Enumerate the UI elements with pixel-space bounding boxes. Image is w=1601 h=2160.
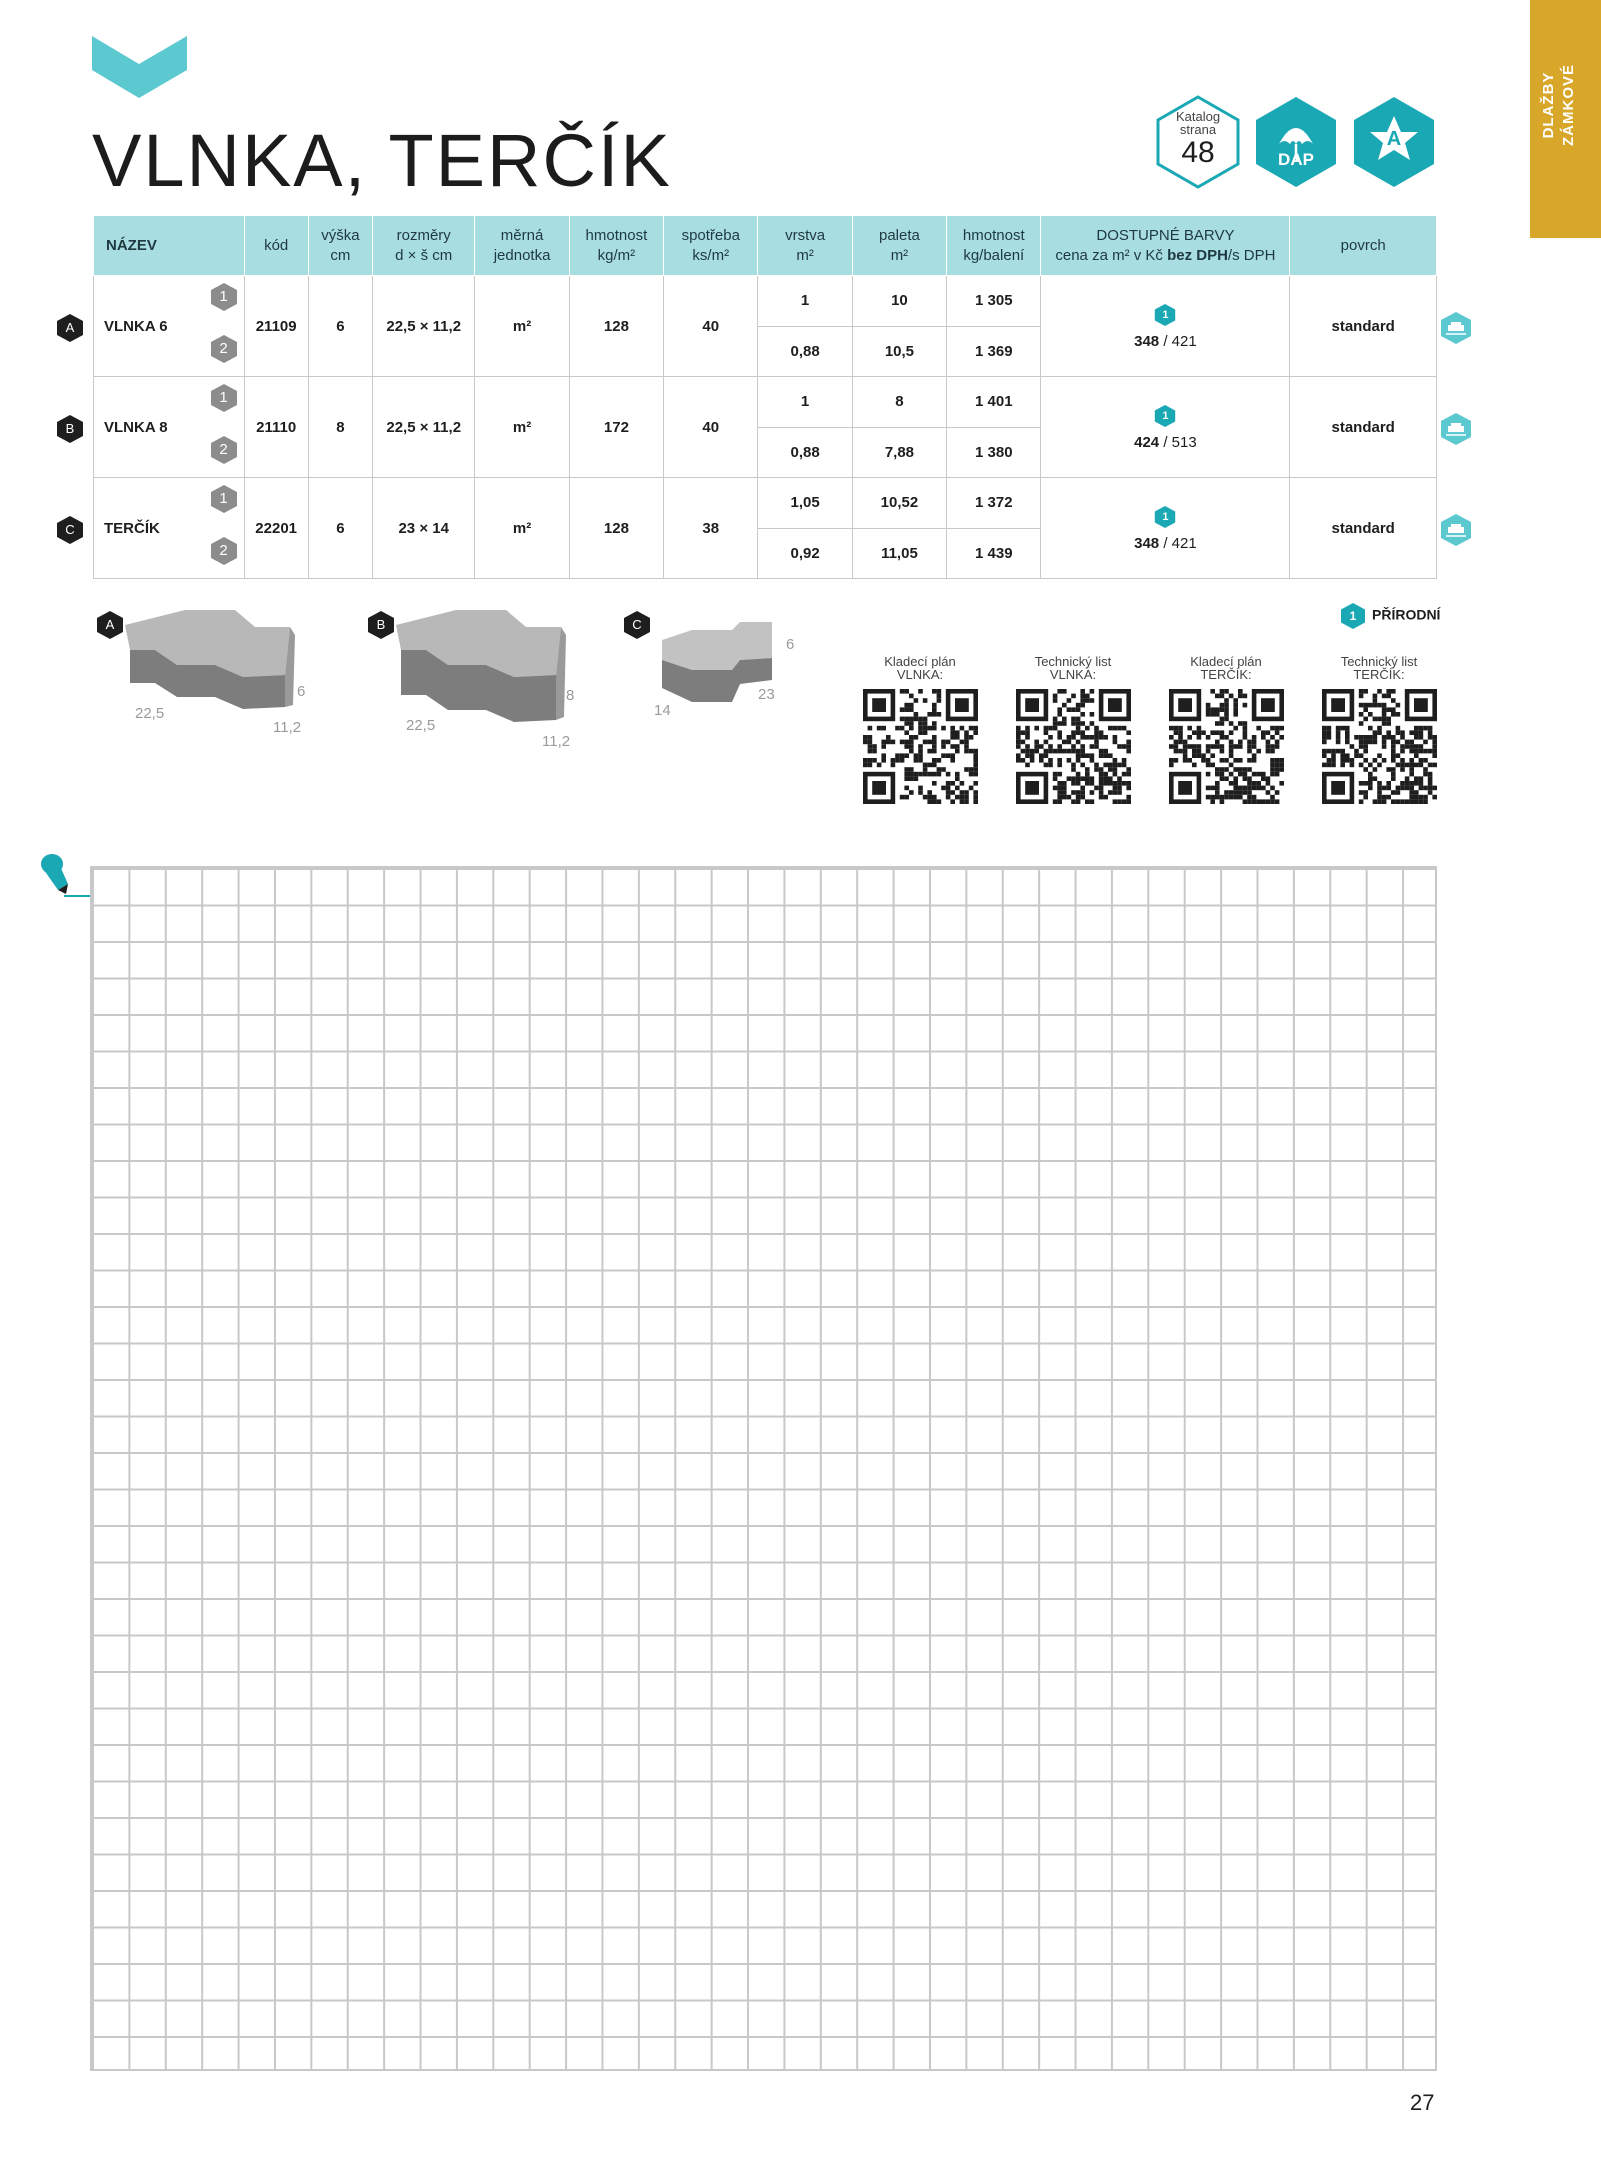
table-header-row <box>94 216 1437 276</box>
product-code: 21110 <box>244 377 308 478</box>
variant-2-hex <box>210 536 238 566</box>
dim-length-a: 22,5 <box>135 705 165 722</box>
class-a-label: A <box>1386 128 1402 150</box>
col-name: NÁZEV <box>94 216 245 276</box>
col-surface: povrch <box>1290 216 1437 276</box>
product-weight: 128 <box>569 276 663 377</box>
price-gross: 421 <box>1171 534 1197 552</box>
qr-code-icon <box>1322 689 1437 804</box>
qr-caption-1: Kladecí plán <box>884 654 956 669</box>
row-marker-b <box>55 414 85 444</box>
product-name-cell <box>94 478 245 579</box>
color-legend <box>1340 602 1440 630</box>
class-a-badge[interactable] <box>1350 94 1438 190</box>
col-consumption <box>664 216 758 276</box>
dap-badge[interactable] <box>1252 94 1340 190</box>
col-colors-sub-b: bez DPH <box>1167 246 1228 264</box>
qr-code-icon <box>863 689 978 804</box>
legend-num: 1 <box>1349 609 1357 623</box>
pallet-1: 8 <box>852 377 946 428</box>
page-number: 27 <box>1410 2090 1435 2115</box>
surface-usage-icon <box>1440 412 1472 446</box>
product-height: 8 <box>308 377 372 478</box>
product-marker-b <box>366 610 396 640</box>
row-marker-label: B <box>65 421 75 436</box>
legend-label: PŘÍRODNÍ <box>1372 606 1441 623</box>
catalog-page-badge[interactable] <box>1154 94 1242 190</box>
product-dims: 23 × 14 <box>373 478 475 579</box>
col-pallet <box>852 216 946 276</box>
product-name-cell <box>94 377 245 478</box>
col-colors-title: DOSTUPNÉ BARVY <box>1096 226 1235 244</box>
product-unit: m² <box>475 478 569 579</box>
col-code: kód <box>244 216 308 276</box>
weight-pack-1: 1 372 <box>947 478 1041 529</box>
variant-1-hex <box>210 383 238 413</box>
product-consumption: 38 <box>664 478 758 579</box>
col-dims-l1: rozměry <box>396 226 451 244</box>
dim-length-b: 22,5 <box>406 717 436 734</box>
row-marker-label: A <box>65 320 75 335</box>
chevron-logo-icon <box>92 36 187 98</box>
variant-2-label: 2 <box>219 542 228 559</box>
product-weight: 172 <box>569 377 663 478</box>
layer-2: 0,92 <box>758 528 852 579</box>
product-marker-b-label: B <box>376 617 386 632</box>
col-weight <box>569 216 663 276</box>
dim-width-c: 23 <box>758 686 775 703</box>
qr-code-block[interactable] <box>1008 655 1138 804</box>
color-hex <box>1154 505 1176 529</box>
pen-icon <box>38 852 94 908</box>
variant-2-label: 2 <box>219 441 228 458</box>
weight-pack-1: 1 401 <box>947 377 1041 428</box>
col-colors-sub-a: cena za m² v Kč <box>1055 246 1168 264</box>
pallet-2: 10,5 <box>852 326 946 377</box>
variant-1-hex <box>210 484 238 514</box>
col-height-l2: cm <box>330 246 351 264</box>
catalog-label-1: Katalog <box>1175 109 1221 124</box>
col-unit <box>475 216 569 276</box>
product-image-vlnka-6 <box>95 605 335 745</box>
catalog-page-number: 48 <box>1181 136 1215 169</box>
price-cell <box>1041 377 1290 478</box>
surface: standard <box>1290 276 1437 377</box>
layer-1: 1 <box>758 276 852 327</box>
qr-caption-1: Technický list <box>1340 654 1418 669</box>
product-code: 21109 <box>244 276 308 377</box>
product-marker-c-label: C <box>632 617 642 632</box>
surface: standard <box>1290 377 1437 478</box>
surface: standard <box>1290 478 1437 579</box>
col-layer-l2: m² <box>796 246 814 264</box>
weight-pack-2: 1 369 <box>947 326 1041 377</box>
product-code: 22201 <box>244 478 308 579</box>
product-unit: m² <box>475 377 569 478</box>
variant-1-label: 1 <box>219 389 228 406</box>
col-weight-pack <box>947 216 1041 276</box>
product-consumption: 40 <box>664 377 758 478</box>
color-num: 1 <box>1162 308 1169 321</box>
col-pallet-l1: paleta <box>879 226 920 244</box>
product-table <box>93 215 1437 579</box>
qr-caption-2: TERČÍK: <box>1353 667 1405 682</box>
table-row <box>94 478 1437 529</box>
price-gross: 421 <box>1171 332 1197 350</box>
layer-1: 1 <box>758 377 852 428</box>
price-net: 424 <box>1134 433 1160 451</box>
product-name: TERČÍK <box>104 519 160 537</box>
col-height-l1: výška <box>321 226 360 244</box>
product-name: VLNKA 6 <box>104 317 168 335</box>
legend-hex <box>1340 602 1366 630</box>
product-height: 6 <box>308 478 372 579</box>
product-marker-a <box>95 610 125 640</box>
table-row <box>94 276 1437 327</box>
price-net: 348 <box>1134 534 1160 552</box>
surface-usage-icon <box>1440 513 1472 547</box>
table-row <box>94 377 1437 428</box>
side-tab-line2: ZÁMKOVÉ <box>1560 64 1577 146</box>
dim-height-b: 8 <box>566 687 575 704</box>
price-net: 348 <box>1134 332 1160 350</box>
catalog-label-2: strana <box>1179 122 1217 137</box>
col-weight-pack-l1: hmotnost <box>962 226 1025 244</box>
variant-2-hex <box>210 334 238 364</box>
qr-code-block[interactable] <box>1161 655 1291 804</box>
col-layer <box>758 216 852 276</box>
weight-pack-2: 1 380 <box>947 427 1041 478</box>
layer-2: 0,88 <box>758 427 852 478</box>
variant-2-hex <box>210 435 238 465</box>
variant-2-label: 2 <box>219 340 228 357</box>
layer-2: 0,88 <box>758 326 852 377</box>
qr-caption-1: Technický list <box>1034 654 1112 669</box>
row-marker-c <box>55 515 85 545</box>
layer-1: 1,05 <box>758 478 852 529</box>
variant-1-label: 1 <box>219 288 228 305</box>
dim-length-c: 14 <box>654 702 671 719</box>
col-consumption-l1: spotřeba <box>681 226 740 244</box>
col-unit-l1: měrná <box>500 226 544 244</box>
col-weight-l2: kg/m² <box>597 246 636 264</box>
qr-code-icon <box>1016 689 1131 804</box>
dim-height-c: 6 <box>786 636 795 653</box>
product-dims: 22,5 × 11,2 <box>373 276 475 377</box>
product-image-vlnka-8 <box>366 605 606 755</box>
product-height: 6 <box>308 276 372 377</box>
row-marker-label: C <box>65 522 75 537</box>
color-num: 1 <box>1162 409 1169 422</box>
dim-width-b: 11,2 <box>542 733 571 750</box>
col-weight-pack-l2: kg/balení <box>963 246 1025 264</box>
col-colors-sub-c: /s DPH <box>1227 246 1276 264</box>
category-side-tab[interactable] <box>1530 0 1601 238</box>
dim-width-a: 11,2 <box>273 719 302 736</box>
page-title: VLNKA, TERČÍK <box>92 119 672 202</box>
product-dims: 22,5 × 11,2 <box>373 377 475 478</box>
col-colors <box>1041 216 1290 276</box>
qr-caption-2: VLNKA: <box>896 667 944 682</box>
pallet-2: 7,88 <box>852 427 946 478</box>
col-pallet-l2: m² <box>890 246 909 264</box>
col-colors-sub <box>1041 246 1289 266</box>
col-consumption-l2: ks/m² <box>692 246 730 264</box>
price-gross: 513 <box>1171 433 1197 451</box>
price-cell <box>1041 478 1290 579</box>
col-dims <box>373 216 475 276</box>
product-name: VLNKA 8 <box>104 418 168 436</box>
product-marker-c <box>622 610 652 640</box>
pallet-2: 11,05 <box>852 528 946 579</box>
price-sep: / <box>1159 332 1172 350</box>
weight-pack-2: 1 439 <box>947 528 1041 579</box>
product-name-cell <box>94 276 245 377</box>
col-weight-l1: hmotnost <box>585 226 648 244</box>
color-hex <box>1154 404 1176 428</box>
qr-code-block[interactable] <box>855 655 985 804</box>
product-consumption: 40 <box>664 276 758 377</box>
pallet-1: 10,52 <box>852 478 946 529</box>
price-sep: / <box>1159 433 1172 451</box>
weight-pack-1: 1 305 <box>947 276 1041 327</box>
col-unit-l2: jednotka <box>493 246 551 264</box>
qr-code-block[interactable] <box>1314 655 1444 804</box>
product-marker-a-label: A <box>105 617 115 632</box>
qr-caption-2: VLNKA: <box>1049 667 1097 682</box>
pallet-1: 10 <box>852 276 946 327</box>
surface-usage-icon <box>1440 311 1472 345</box>
col-dims-l2: d × š cm <box>395 246 453 264</box>
col-height <box>308 216 372 276</box>
qr-code-icon <box>1169 689 1284 804</box>
col-layer-l1: vrstva <box>785 226 826 244</box>
side-tab-line1: DLAŽBY <box>1540 71 1557 139</box>
qr-caption-1: Kladecí plán <box>1190 654 1262 669</box>
price-cell <box>1041 276 1290 377</box>
row-marker-a <box>55 313 85 343</box>
color-hex <box>1154 303 1176 327</box>
dim-height-a: 6 <box>297 683 306 700</box>
qr-caption-2: TERČÍK: <box>1200 667 1252 682</box>
variant-1-hex <box>210 282 238 312</box>
color-num: 1 <box>1162 510 1169 523</box>
product-image-tercik <box>622 610 812 730</box>
price-sep: / <box>1159 534 1172 552</box>
product-weight: 128 <box>569 478 663 579</box>
dap-label: DAP <box>1278 150 1314 169</box>
variant-1-label: 1 <box>219 490 228 507</box>
product-unit: m² <box>475 276 569 377</box>
notes-grid[interactable] <box>90 866 1437 2071</box>
